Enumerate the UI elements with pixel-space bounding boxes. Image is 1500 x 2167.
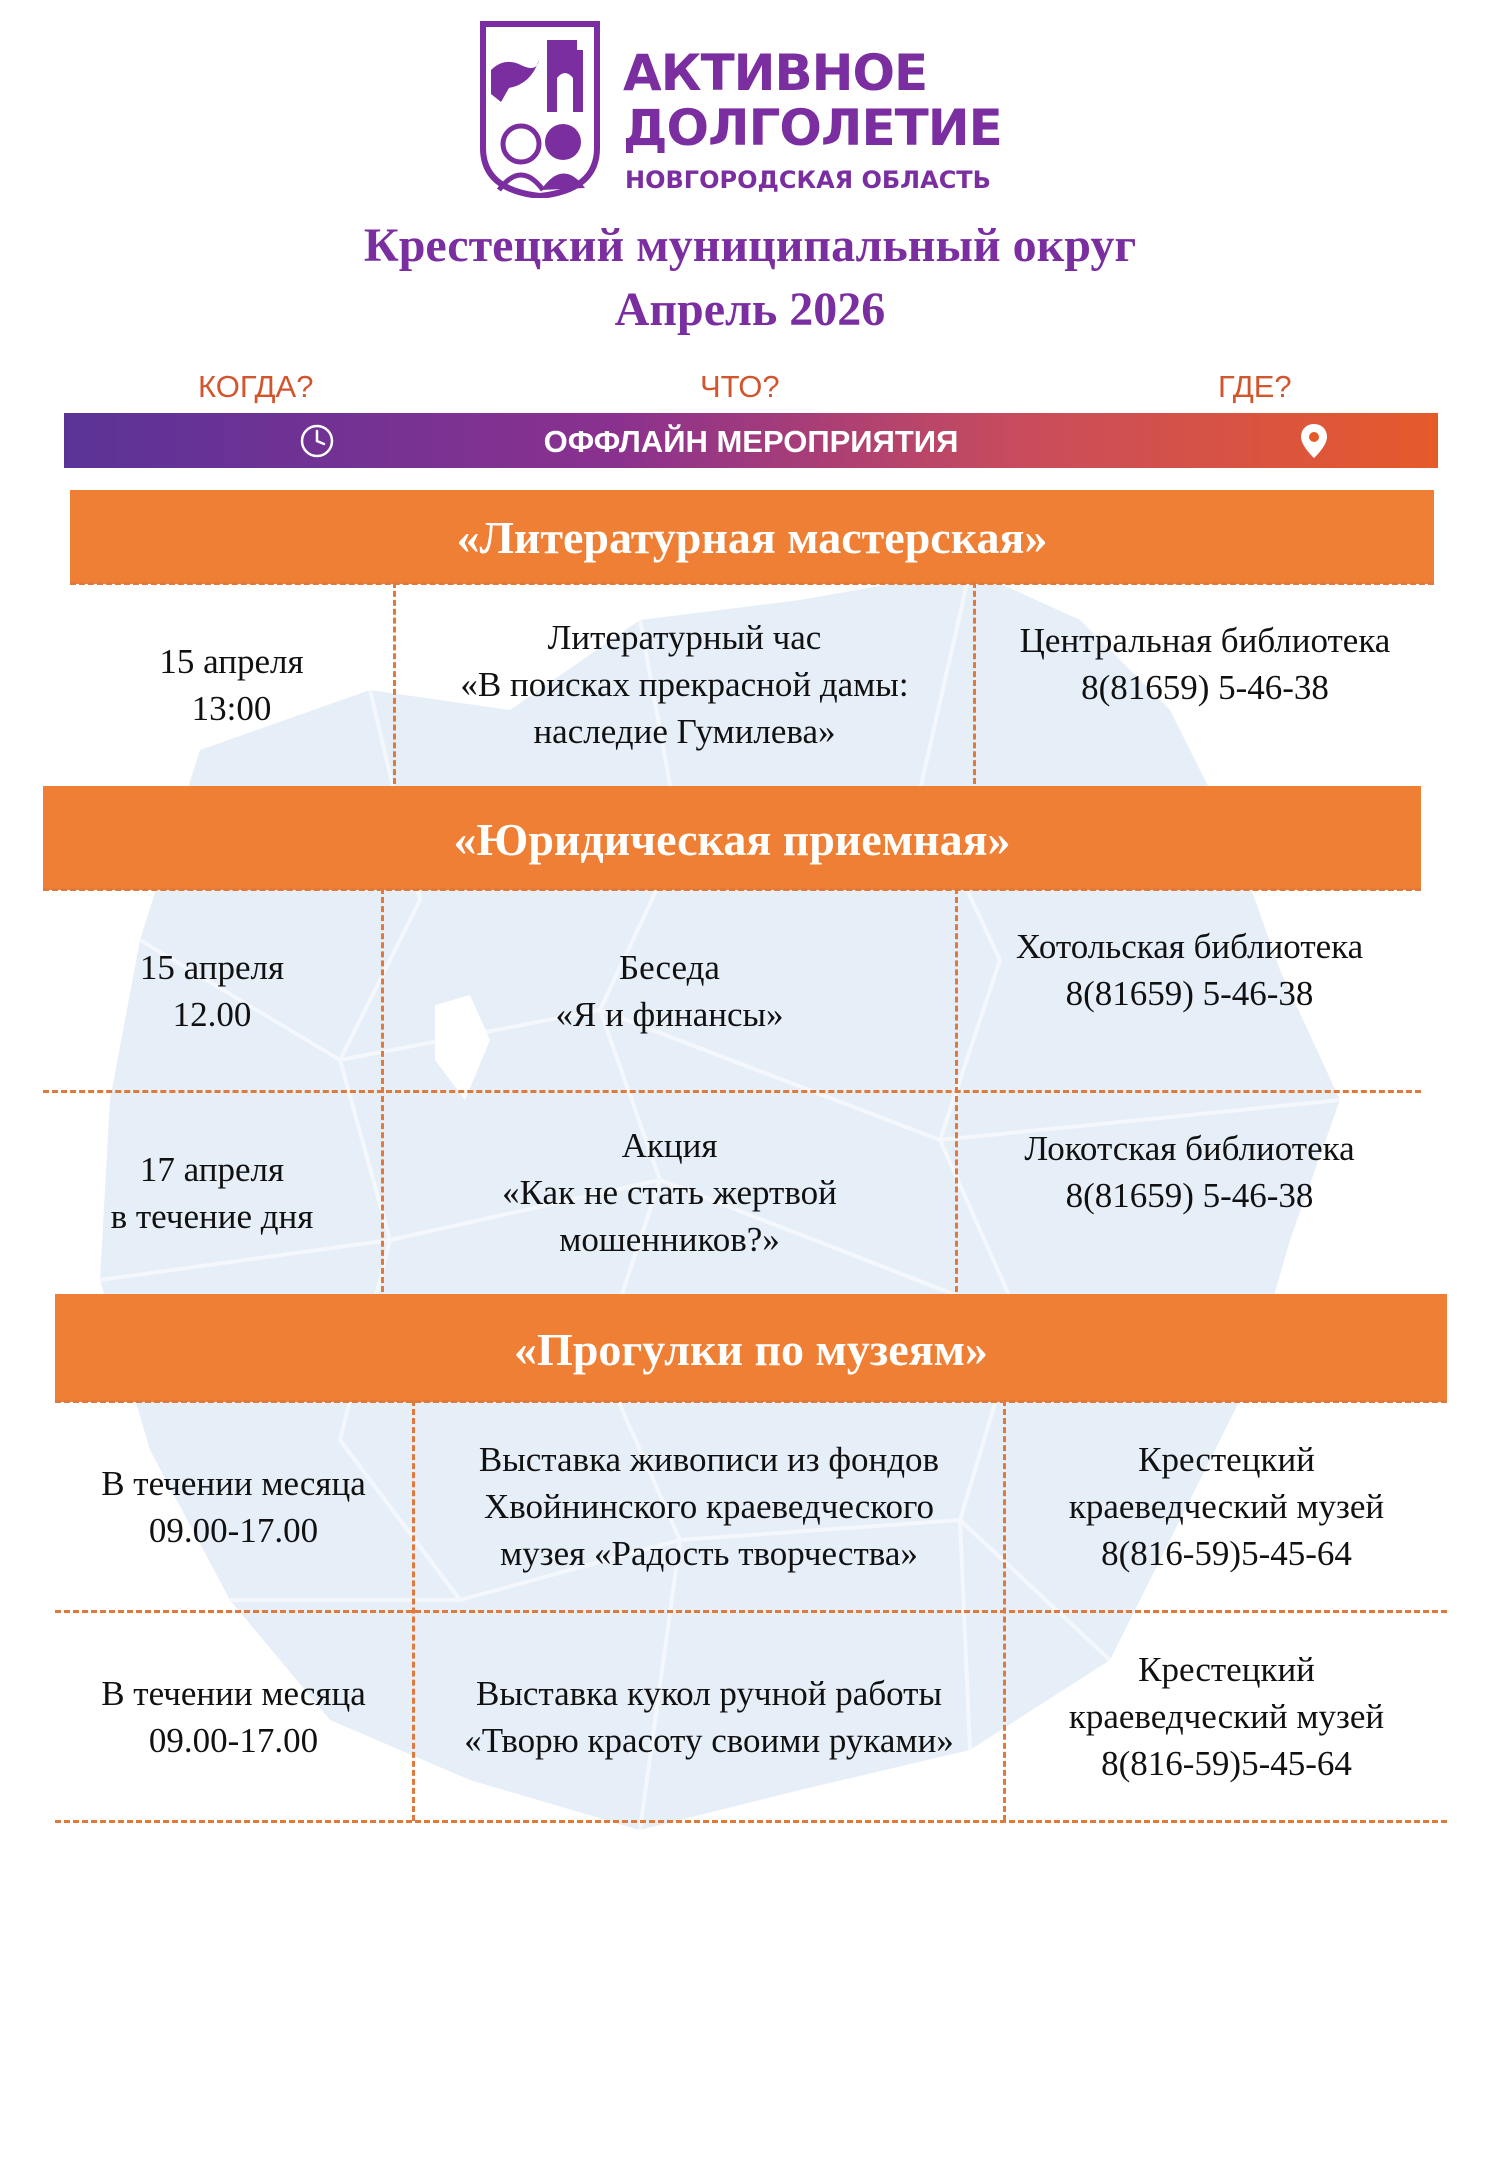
event-when <box>55 1405 412 1608</box>
offline-events-label: ОФФЛАЙН МЕРОПРИЯТИЯ <box>543 424 959 459</box>
event-hours: 09.00-17.00 <box>148 1510 319 1550</box>
event-time: 12.00 <box>172 994 252 1034</box>
section-header-museums <box>55 1294 1447 1402</box>
event-type: Литературный час <box>547 618 822 657</box>
event-venue: Крестецкий <box>1138 1650 1315 1689</box>
event-venue: Хотольская библиотека <box>1015 927 1364 966</box>
event-phone: 8(81659) 5-46-38 <box>1065 1176 1314 1215</box>
event-venue: Крестецкий <box>1138 1440 1315 1479</box>
location-pin-icon <box>1299 422 1329 460</box>
event-title-line: Выставка кукол ручной работы <box>476 1673 942 1713</box>
event-title-line: мошенников?» <box>559 1220 780 1259</box>
event-what <box>384 1095 955 1290</box>
section-header-literary <box>70 490 1434 584</box>
event-hours: 09.00-17.00 <box>148 1720 319 1760</box>
event-what <box>384 893 955 1088</box>
event-what <box>415 1405 1003 1608</box>
event-title-line: Выставка живописи из фондов <box>478 1440 940 1479</box>
event-phone: 8(816-59)5-45-64 <box>1101 1744 1352 1783</box>
event-what <box>396 587 973 782</box>
event-type: Акция <box>621 1126 718 1165</box>
divider-line <box>55 1820 1447 1823</box>
event-when <box>70 587 393 782</box>
divider-line <box>43 1090 1421 1093</box>
event-when <box>55 1615 412 1818</box>
page-subtitle-month: Апрель 2026 <box>614 283 886 336</box>
logo-emblem-icon <box>477 20 603 198</box>
divider-line <box>55 1610 1447 1613</box>
event-time: в течение дня <box>110 1196 314 1236</box>
event-venue: Локотская библиотека <box>1024 1129 1355 1168</box>
divider-line <box>43 888 1421 891</box>
section-title: «Литературная мастерская» <box>456 512 1048 563</box>
event-title-line: «В поисках прекрасной дамы: <box>460 665 909 704</box>
event-type: Беседа <box>619 947 720 987</box>
event-date: 15 апреля <box>159 641 304 681</box>
offline-events-bar <box>64 413 1438 468</box>
event-date: 15 апреля <box>139 947 285 987</box>
event-title-line: «Творю красоту своими руками» <box>464 1720 954 1760</box>
event-time: 13:00 <box>191 688 272 728</box>
column-header-when: КОГДА? <box>198 369 314 404</box>
logo-subtitle: НОВГОРОДСКАЯ ОБЛАСТЬ <box>625 166 991 194</box>
event-title-line: «Я и финансы» <box>555 994 784 1034</box>
event-period: В течении месяца <box>101 1463 366 1503</box>
event-when <box>43 1095 381 1290</box>
event-title-line: наследие Гумилева» <box>533 712 836 751</box>
active-longevity-logo <box>477 20 1037 198</box>
logo-title-line1: АКТИВНОЕ <box>623 44 928 102</box>
event-venue: краеведческий музей <box>1068 1697 1385 1736</box>
event-venue: Центральная библиотека <box>1019 621 1391 660</box>
event-what <box>415 1615 1003 1818</box>
section-title: «Юридическая приемная» <box>453 814 1011 865</box>
logo-title-line2: ДОЛГОЛЕТИЕ <box>623 99 1002 157</box>
event-where <box>958 893 1421 1088</box>
event-period: В течении месяца <box>101 1673 366 1713</box>
divider-line <box>70 582 1434 585</box>
event-title-line: «Как не стать жертвой <box>502 1173 837 1212</box>
event-title-line: музея «Радость творчества» <box>500 1534 918 1573</box>
event-where <box>976 587 1434 782</box>
column-header-where: ГДЕ? <box>1218 369 1292 404</box>
column-header-what: ЧТО? <box>700 369 780 404</box>
event-venue: краеведческий музей <box>1068 1487 1385 1526</box>
event-where <box>1006 1615 1447 1818</box>
section-title: «Прогулки по музеям» <box>514 1324 988 1375</box>
event-title-line: Хвойнинского краеведческого <box>483 1487 934 1526</box>
event-phone: 8(816-59)5-45-64 <box>1101 1534 1352 1573</box>
event-phone: 8(81659) 5-46-38 <box>1081 668 1329 707</box>
event-when <box>43 893 381 1088</box>
event-where <box>958 1095 1421 1290</box>
event-date: 17 апреля <box>139 1149 285 1189</box>
section-header-legal <box>43 786 1421 890</box>
divider-line <box>55 1400 1447 1403</box>
event-where <box>1006 1405 1447 1608</box>
event-phone: 8(81659) 5-46-38 <box>1065 974 1314 1013</box>
page-title: Крестецкий муниципальный округ <box>363 219 1137 272</box>
